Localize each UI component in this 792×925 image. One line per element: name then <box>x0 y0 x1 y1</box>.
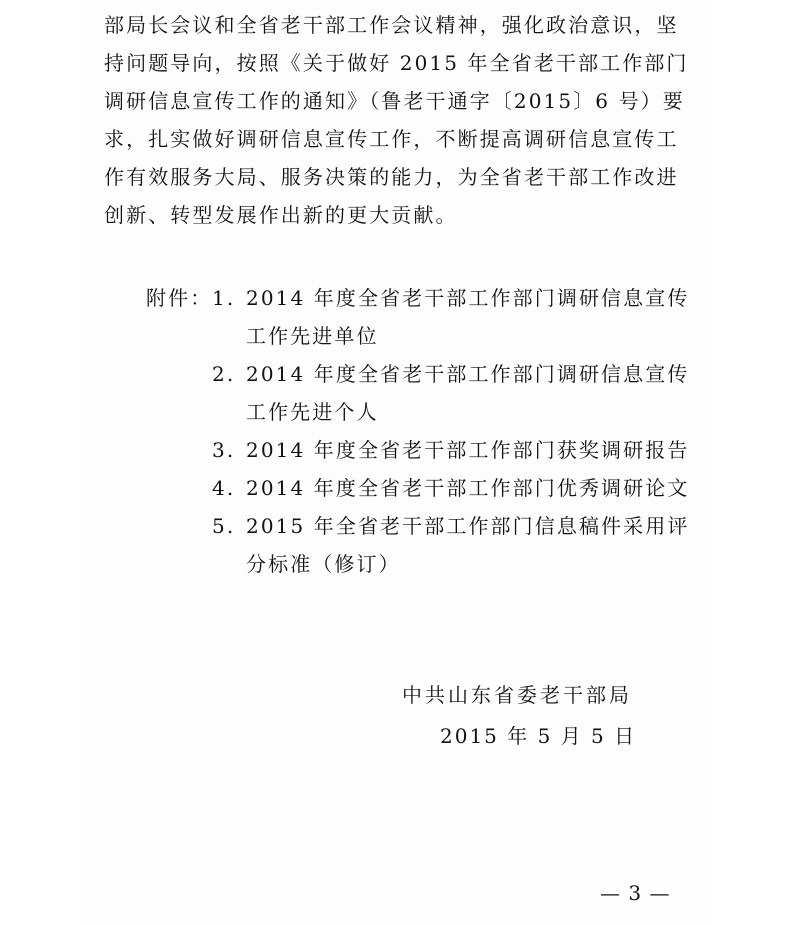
issuer-signature: 中共山东省委老干部局 <box>402 683 632 707</box>
attachments-list <box>146 279 706 583</box>
attachment-item <box>146 469 706 507</box>
attachment-item <box>146 507 706 545</box>
page-number: — 3 — <box>600 881 671 905</box>
attachment-text: 2014 年度全省老干部工作部门调研信息宣传 <box>246 362 690 386</box>
attachment-continuation <box>146 393 706 431</box>
attachment-text: 2014 年度全省老干部工作部门获奖调研报告 <box>246 438 690 462</box>
attachment-continuation <box>146 545 706 583</box>
body-line: 调研信息宣传工作的通知》（鲁老干通字〔2015〕6 号）要 <box>104 89 685 113</box>
attachment-item <box>146 355 706 393</box>
attachments-label: 附件： <box>146 286 213 310</box>
body-line: 创新、转型发展作出新的更大贡献。 <box>104 203 458 227</box>
attachment-number: 1. <box>212 286 236 310</box>
attachment-text: 分标准（修订） <box>246 552 401 576</box>
attachment-number: 4. <box>212 476 236 500</box>
attachment-text: 2014 年度全省老干部工作部门调研信息宣传 <box>246 286 690 310</box>
attachment-item <box>146 431 706 469</box>
attachment-text: 工作先进个人 <box>246 400 379 424</box>
attachment-item <box>146 279 706 317</box>
body-line: 求，扎实做好调研信息宣传工作，不断提高调研信息宣传工 <box>104 127 679 151</box>
body-paragraph <box>104 6 696 234</box>
issue-date: 2015 年 5 月 5 日 <box>440 724 637 748</box>
attachment-number: 5. <box>212 514 236 538</box>
attachment-continuation <box>146 317 706 355</box>
attachment-text: 2014 年度全省老干部工作部门优秀调研论文 <box>246 476 690 500</box>
body-line: 持问题导向，按照《关于做好 2015 年全省老干部工作部门 <box>104 51 689 75</box>
body-line: 部局长会议和全省老干部工作会议精神，强化政治意识，坚 <box>104 13 679 37</box>
attachment-number: 3. <box>212 438 236 462</box>
attachment-text: 工作先进单位 <box>246 324 379 348</box>
body-line: 作有效服务大局、服务决策的能力，为全省老干部工作改进 <box>104 165 679 189</box>
attachment-text: 2015 年全省老干部工作部门信息稿件采用评 <box>246 514 690 538</box>
attachment-number: 2. <box>212 362 236 386</box>
